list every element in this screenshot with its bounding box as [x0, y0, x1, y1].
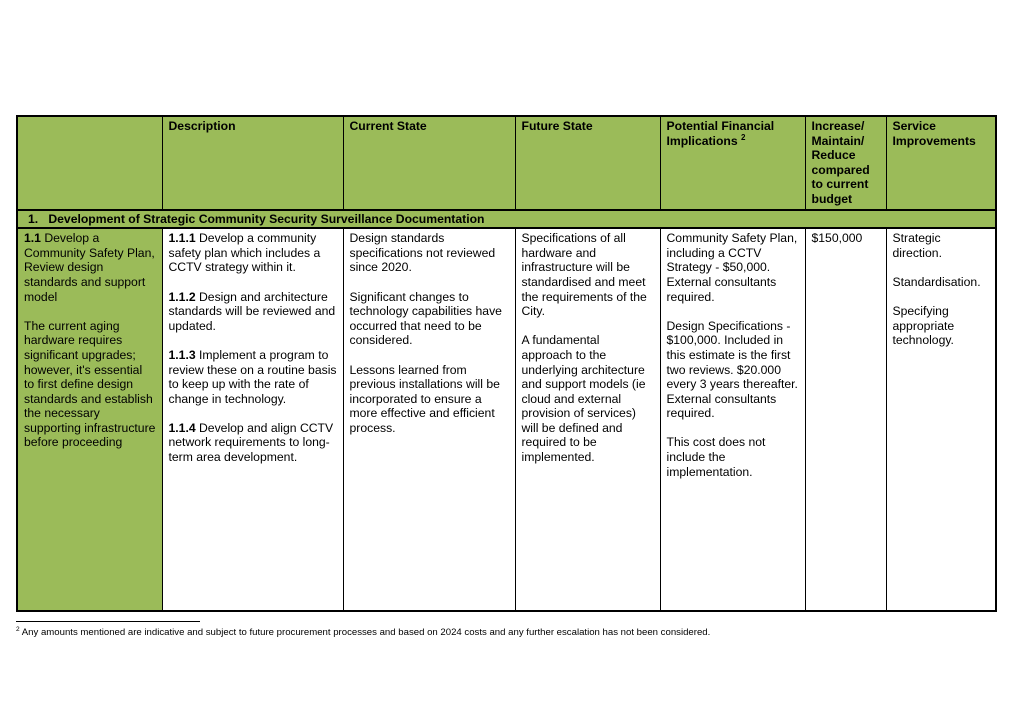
item-note: The current aging hardware requires significant upgrades; however, it's essential to first define design standards and establish the necessary supporting infrastructure before proceeding	[24, 318, 156, 450]
service-improvement-item: Specifying appropriate technology.	[892, 304, 955, 348]
description-item	[169, 290, 337, 334]
description-item	[169, 348, 337, 406]
current-state-paragraph: Significant changes to technology capabilities have occurred that need to be considered.	[349, 289, 502, 348]
financial-paragraph: Community Safety Plan, including a CCTV Strategy - $50,000. External consultants required.	[666, 231, 798, 304]
table-row	[17, 228, 996, 611]
section-number: 1.	[28, 211, 39, 226]
strategy-table	[16, 115, 997, 612]
description-id: 1.1.1	[168, 231, 196, 246]
current-state-cell	[343, 228, 515, 611]
header-row	[17, 116, 996, 210]
section-row	[17, 210, 996, 229]
service-improvements-cell	[886, 228, 996, 611]
service-improvement-item: Strategic direction.	[892, 231, 942, 260]
item-id: 1.1	[24, 231, 41, 246]
item-heading	[24, 231, 156, 304]
future-state-cell	[515, 228, 660, 611]
footnote-ref: 2	[741, 132, 746, 142]
financial-paragraph: Design Specifications - $100,000. Included in this estimate is the first two reviews. $20.000 every 3 years thereafter. External consultants required.	[666, 318, 798, 421]
footnote	[16, 627, 710, 639]
footnote-separator	[16, 621, 200, 622]
future-state-paragraph: Specifications of all hardware and infrastructure will be standardised and meet the requirements of the City.	[521, 231, 647, 319]
current-state-paragraph: Lessons learned from previous installations will be incorporated to ensure a more effective and efficient process.	[349, 362, 500, 435]
footnote-text: Any amounts mentioned are indicative and subject to future procurement processes and based on 2024 costs and any further escalation has not been considered.	[21, 627, 711, 638]
description-text: Design and architecture standards will be reviewed and updated.	[168, 289, 336, 333]
header-blank	[17, 116, 162, 210]
header-future-state: Future State	[515, 116, 660, 210]
description-item	[169, 231, 337, 275]
description-text: Develop and align CCTV network requirements to long-term area development.	[168, 420, 334, 465]
description-cell	[162, 228, 343, 611]
current-state-paragraph: Design standards specifications not reviewed since 2020.	[349, 231, 496, 275]
description-id: 1.1.4	[168, 420, 196, 435]
header-increase-maintain: Increase/ Maintain/ Reduce compared to current budget	[805, 116, 886, 210]
item-title: Develop a Community Safety Plan, Review design standards and support model	[24, 231, 155, 304]
service-improvement-item: Standardisation.	[892, 274, 981, 289]
header-current-state: Current State	[343, 116, 515, 210]
description-item	[169, 421, 337, 465]
description-text: Develop a community safety plan which includes a CCTV strategy within it.	[168, 231, 321, 275]
section-title-cell	[17, 210, 996, 229]
financial-paragraph: This cost does not include the implementation.	[666, 435, 766, 479]
header-potential-financial	[660, 116, 805, 210]
header-service-improvements: Service Improvements	[886, 116, 996, 210]
header-description: Description	[162, 116, 343, 210]
header-potential-financial-label: Potential Financial Implications	[666, 119, 775, 148]
section-title: Development of Strategic Community Security Surveillance Documentation	[48, 211, 485, 226]
future-state-paragraph: A fundamental approach to the underlying architecture and support models (ie cloud and external provision of services) will be defined and required to be implemented.	[521, 333, 646, 465]
description-id: 1.1.3	[168, 347, 196, 362]
description-id: 1.1.2	[168, 289, 196, 304]
financial-cell	[660, 228, 805, 611]
footnote-number: 2	[16, 625, 20, 633]
item-cell	[17, 228, 162, 611]
budget-change-cell: $150,000	[805, 228, 886, 611]
description-text: Implement a program to review these on a routine basis to keep up with the rate of change in technology.	[168, 347, 337, 406]
